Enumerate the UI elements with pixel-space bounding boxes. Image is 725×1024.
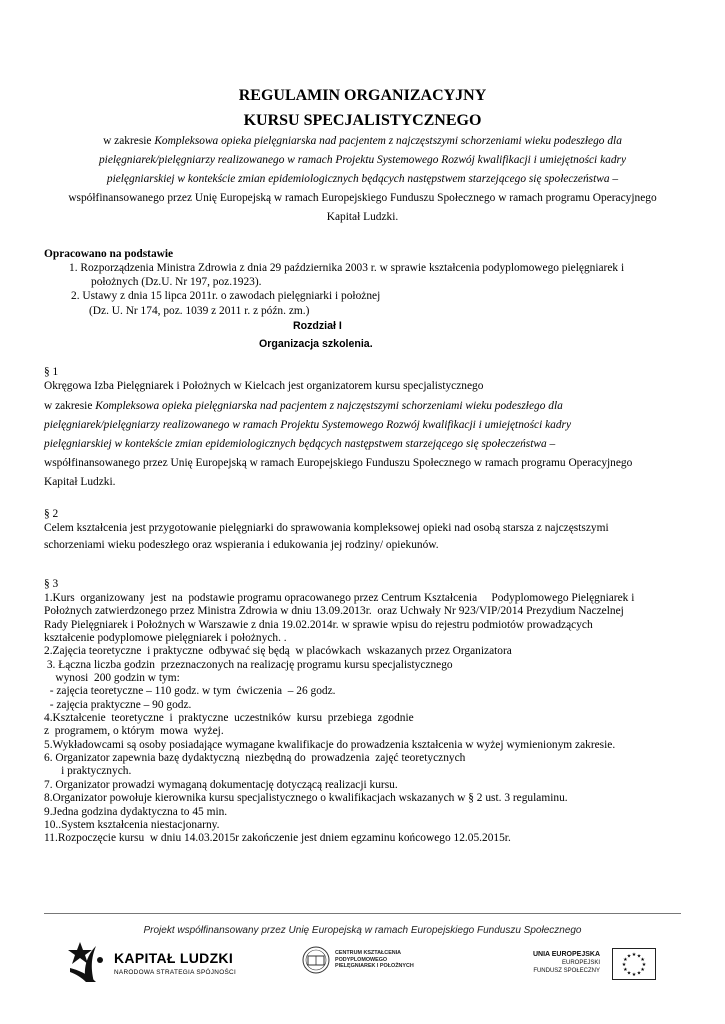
intro-italic-text: pielęgniarek/pielęgniarzy realizowanego w ramach Projektu Systemowego Rozwój kwalifikacji i umiejętności kadry xyxy=(98,154,627,166)
intro-line xyxy=(30,208,695,227)
section-1-line xyxy=(44,454,689,473)
intro-italic-text: Kompleksowa opieka pielęgniarska nad pacjentem z najczęstszymi schorzeniami wieku podeszłego dla xyxy=(154,135,622,147)
eu-star-icon: ★ xyxy=(631,973,637,978)
eu-star-icon: ★ xyxy=(641,963,647,968)
section-1-line xyxy=(44,397,689,416)
section-3-line: z programem, o którym mowa wyżej. xyxy=(44,725,224,738)
section-1-text: współfinansowanego przez Unię Europejską w ramach Europejskiego Funduszu Społecznego w ramach programu Operacyjnego xyxy=(44,457,633,469)
section-1-italic-text: pielęgniarskiej w kontekście zmian epidemiologicznych będących następstwem starzejącego się społeczeństwa – xyxy=(44,438,556,450)
intro-text: w zakresie xyxy=(103,135,155,147)
section-3-line: 11.Rozpoczęcie kursu w dniu 14.03.2015r zakończenie jest dniem egzaminu końcowego 12.05.2015r. xyxy=(44,832,511,845)
eu-star-icon: ★ xyxy=(623,958,628,963)
intro-text: współfinansowanego przez Unię Europejską w ramach Europejskiego Funduszu Społecznego w ramach programu Operacyjnego xyxy=(68,192,657,204)
basis-item-1-line-1: 1. Rozporządzenia Ministra Zdrowia z dnia 29 października 2003 r. w sprawie kształcenia podyplomowego pielęgniarek i xyxy=(69,262,625,274)
kapital-ludzki-title: KAPITAŁ LUDZKI xyxy=(114,950,234,966)
section-1-text: w zakresie xyxy=(44,400,96,412)
eu-star-icon: ★ xyxy=(631,953,637,958)
ckppip-line-2: PODYPLOMOWEGO xyxy=(335,956,388,963)
eu-star-icon: ★ xyxy=(621,963,627,968)
section-3-line: 10..System kształcenia niestacjonarny. xyxy=(44,818,220,831)
section-3-line: - zajęcia teoretyczne – 110 godz. w tym ćwiczenia – 26 godz. xyxy=(44,685,336,698)
section-1-italic-text: Kompleksowa opieka pielęgniarska nad pacjentem z najczęstszymi schorzeniami wieku podeszłego dla xyxy=(95,400,563,412)
section-3-line: 2.Zajęcia teoretyczne i praktyczne odbywać się będą w placówkach wskazanych przez Organizatora xyxy=(44,645,512,658)
chapter-subtitle: Organizacja szkolenia. xyxy=(259,338,373,350)
kapital-ludzki-subtitle: NARODOWA STRATEGIA SPÓJNOŚCI xyxy=(114,969,237,976)
section-3-line: 5.Wykładowcami są osoby posiadające wymagane kwalifikacje do prowadzenia kształcenia w wyżej wymienionym zakresie. xyxy=(44,738,616,751)
section-3-line: 3. Łączna liczba godzin przeznaczonych na realizację programu kursu specjalistycznego xyxy=(44,658,453,671)
ckppip-line-3: PIELĘGNIAREK I POŁOŻNYCH xyxy=(335,963,414,969)
basis-item-2-line-1: 2. Ustawy z dnia 15 lipca 2011r. o zawodach pielęgniarki i położnej xyxy=(71,290,381,302)
intro-italic-text: pielęgniarskiej w kontekście zmian epidemiologicznych będących następstwem starzejącego się społeczeństwa – xyxy=(106,173,619,185)
ckppip-line-1: CENTRUM KSZTAŁCENIA xyxy=(335,950,402,956)
eu-star-icon: ★ xyxy=(623,968,628,973)
eu-flag-icon xyxy=(612,948,656,980)
eu-star-icon: ★ xyxy=(626,971,632,977)
section-2-line: Celem kształcenia jest przygotowanie pielęgniarki do sprawowania kompleksowej opieki nad osobą starsza z najczęstszymi xyxy=(44,522,609,534)
footer-project-text: Projekt współfinansowany przez Unię Europejską w ramach Europejskiego Funduszu Społecznego xyxy=(143,925,582,936)
section-3-mark: § 3 xyxy=(44,578,59,590)
intro-line xyxy=(30,132,695,151)
ckppip-emblem-icon xyxy=(300,945,332,975)
eu-line-3: FUNDUSZ SPOŁECZNY xyxy=(533,968,600,974)
footer-divider xyxy=(44,913,681,914)
intro-line xyxy=(30,170,695,189)
kapital-ludzki-emblem-icon xyxy=(66,938,110,986)
section-3-line: 1.Kurs organizowany jest na podstawie programu opracowanego przez Centrum Kształcenia Podyplomowego Pielęgniarek i xyxy=(44,592,635,604)
section-3-line: i praktycznych. xyxy=(44,765,132,778)
basis-item-1-line-2: położnych (Dz.U. Nr 197, poz.1923). xyxy=(91,276,262,288)
eu-logo xyxy=(522,948,662,984)
section-1-line-1: Okręgowa Izba Pielęgniarek i Położnych w Kielcach jest organizatorem kursu specjalistycznego xyxy=(44,380,484,392)
section-1-line xyxy=(44,416,689,435)
section-1-text: Kapitał Ludzki. xyxy=(44,476,116,488)
section-1-line xyxy=(44,473,689,492)
section-1-italic-text: pielęgniarek/pielęgniarzy realizowanego w ramach Projektu Systemowego Rozwój kwalifikacji i umiejętności kadry xyxy=(44,419,572,431)
section-3-line: kształcenie podyplomowe pielęgniarek i położnych. . xyxy=(44,632,287,645)
eu-line-2: EUROPEJSKI xyxy=(561,960,600,966)
section-3-line: 8.Organizator powołuje kierownika kursu specjalistycznego o kwalifikacjach wskazanych w § 2 ust. 3 regulaminu. xyxy=(44,792,568,805)
intro-paragraph xyxy=(30,132,695,227)
eu-star-icon: ★ xyxy=(626,954,632,960)
section-3-line: Położnych zatwierdzonego przez Ministra Zdrowia w dniu 13.09.2013r. oraz Uchwały Nr 923/VIP/2014 Prezydium Naczelnej xyxy=(44,605,624,618)
intro-line xyxy=(30,151,695,170)
section-3-line: - zajęcia praktyczne – 90 godz. xyxy=(44,698,192,711)
section-3-line: 7. Organizator prowadzi wymaganą dokumentację dotyczącą realizacji kursu. xyxy=(44,778,398,791)
document-title: REGULAMIN ORGANIZACYJNY xyxy=(238,87,487,104)
chapter-title: Rozdział I xyxy=(293,320,342,332)
section-3-body xyxy=(44,592,689,846)
eu-line-1: UNIA EUROPEJSKA xyxy=(532,951,600,958)
document-subtitle: KURSU SPECJALISTYCZNEGO xyxy=(243,112,482,129)
section-1-body xyxy=(44,397,689,492)
eu-star-icon: ★ xyxy=(636,954,642,960)
basis-item-2-line-2: (Dz. U. Nr 174, poz. 1039 z 2011 r. z późn. zm.) xyxy=(89,305,310,317)
section-3-line: 4.Kształcenie teoretyczne i praktyczne uczestników kursu przebiega zgodnie xyxy=(44,712,414,725)
section-3-line: 6. Organizator zapewnia bazę dydaktyczną niezbędną do prowadzenia zajęć teoretycznych xyxy=(44,752,466,765)
section-2-line: schorzeniami wieku podeszłego oraz wspierania i edukowania jej rodziny/ opiekunów. xyxy=(44,538,439,551)
section-3-line: wynosi 200 godzin w tym: xyxy=(44,672,180,685)
section-2-mark: § 2 xyxy=(44,508,59,520)
section-3-line: 9.Jedna godzina dydaktyczna to 45 min. xyxy=(44,805,228,818)
section-1-line xyxy=(44,435,689,454)
section-3-line: Rady Pielęgniarek i Położnych w Warszawie z dnia 19.02.2014r. w sprawie wpisu do rejestru podmiotów prowadzących xyxy=(44,618,593,631)
eu-star-icon: ★ xyxy=(640,958,645,963)
eu-star-icon: ★ xyxy=(640,968,645,973)
ckppip-logo xyxy=(300,945,430,979)
intro-line xyxy=(30,189,695,208)
kapital-ludzki-logo xyxy=(66,938,256,988)
intro-text: Kapitał Ludzki. xyxy=(326,211,399,223)
basis-heading: Opracowano na podstawie xyxy=(44,248,174,260)
section-1-mark: § 1 xyxy=(44,366,59,378)
eu-star-icon: ★ xyxy=(636,971,642,977)
section-2-body xyxy=(44,520,689,553)
